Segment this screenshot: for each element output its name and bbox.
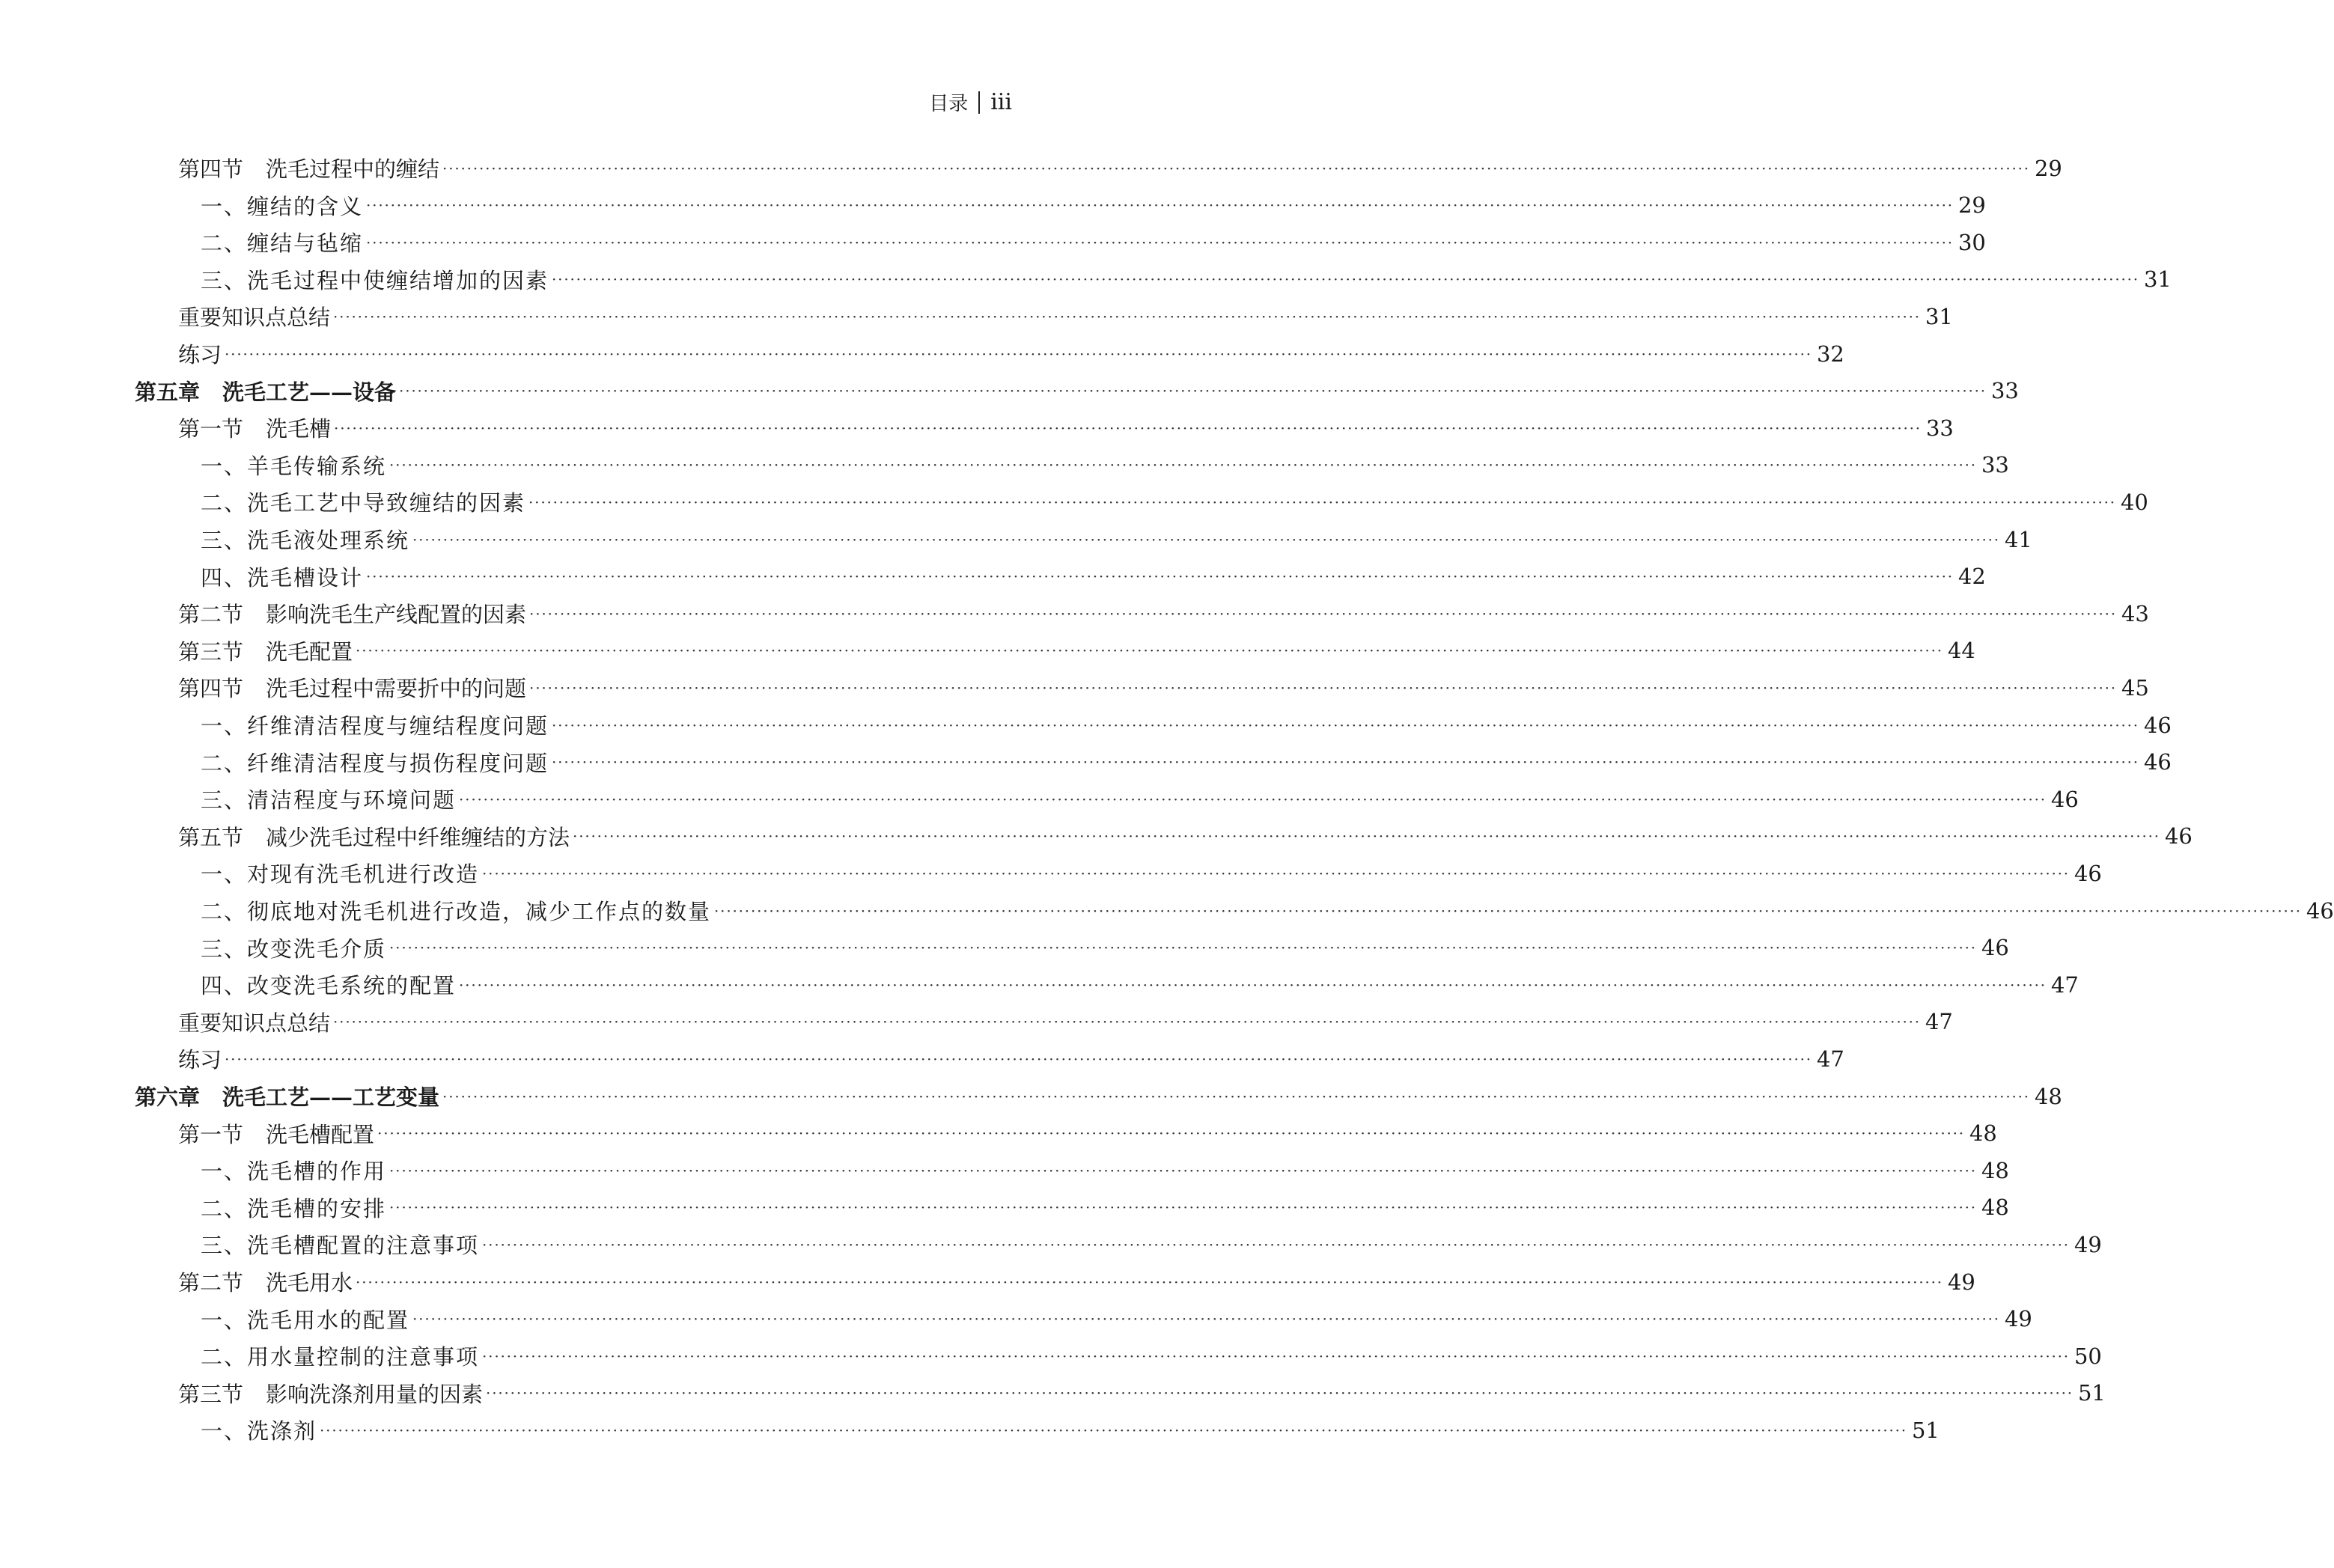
toc-entry-page: 46 <box>2306 897 2334 924</box>
dot-leader: ···································································································································································································································································· <box>389 939 1977 957</box>
toc-entry-number: 第二节 <box>178 602 244 628</box>
toc-entry-page: 33 <box>1925 415 1954 441</box>
toc-entry-title <box>178 1266 353 1297</box>
toc-entry-title <box>201 784 456 814</box>
toc-subsection-row <box>201 558 1986 595</box>
toc-entry-text: 洗毛槽 <box>266 416 332 442</box>
toc-subsection-row <box>201 1226 2102 1263</box>
toc-entry-page: 49 <box>1947 1269 1975 1295</box>
dot-leader: ···································································································································································································································································· <box>442 1087 2030 1105</box>
dot-leader: ···································································································································································································································································· <box>389 1161 1977 1180</box>
toc-entry-page: 47 <box>2050 971 2079 998</box>
toc-entry-text: 洗毛槽配置 <box>266 1121 375 1147</box>
toc-entry-title <box>178 821 570 852</box>
toc-entry-text: 洗毛配置 <box>266 638 353 665</box>
toc-entry-text: 二、纤维清洁程度与损伤程度问题 <box>201 750 549 776</box>
toc-entry-title <box>178 1378 483 1409</box>
toc-entry-title <box>201 858 479 888</box>
toc-section-row <box>178 1263 1975 1300</box>
dot-leader: ···································································································································································································································································· <box>389 1198 1977 1217</box>
toc-entry-number: 第四节 <box>178 156 244 182</box>
toc-subsection-row <box>201 744 2172 781</box>
toc-entry-text: 洗毛工艺——工艺变量 <box>222 1085 440 1110</box>
toc-entry-text: 三、清洁程度与环境问题 <box>201 787 457 814</box>
toc-entry-page: 33 <box>1981 452 2009 478</box>
toc-entry-page: 43 <box>2121 600 2149 626</box>
dot-leader: ···································································································································································································································································· <box>482 864 2070 882</box>
toc-subsection-row <box>201 261 2172 298</box>
toc-entry-number: 第五节 <box>178 824 244 850</box>
toc-entry-title <box>201 524 409 555</box>
toc-entry-text: 三、洗毛过程中使缠结增加的因素 <box>201 267 549 293</box>
toc-entry-text: 二、缠结与毡缩 <box>201 231 364 257</box>
toc-entry-text: 洗毛用水 <box>266 1270 353 1296</box>
toc-subsection-row <box>201 1337 2102 1374</box>
toc-entry-text: 一、洗涤剂 <box>201 1418 317 1445</box>
toc-entry-page: 46 <box>2143 712 2172 738</box>
toc-section-row <box>178 669 2149 706</box>
toc-subsection-row <box>201 1152 2009 1189</box>
toc-entry-page: 50 <box>2074 1343 2102 1369</box>
toc-section-row <box>178 632 1975 669</box>
toc-entry-page: 47 <box>1816 1046 1844 1072</box>
toc-entry-text: 减少洗毛过程中纤维缠结的方法 <box>266 824 570 850</box>
toc-entry-title <box>201 190 363 221</box>
dot-leader: ···································································································································································································································································· <box>459 790 2047 808</box>
toc-section-row <box>178 298 1953 335</box>
toc-entry-number: 第三节 <box>178 1381 244 1407</box>
toc-subsection-row <box>201 187 1986 224</box>
toc-chapter-row <box>135 373 2019 409</box>
toc-entry-title <box>201 747 549 778</box>
toc-subsection-row <box>201 966 2079 1003</box>
dot-leader: ···································································································································································································································································· <box>320 1421 1907 1439</box>
toc-entry-text: 二、洗毛工艺中导致缠结的因素 <box>201 490 526 516</box>
toc-entry-title <box>201 969 456 1000</box>
toc-entry-title <box>178 1118 374 1149</box>
toc-entry-text: 洗毛工艺——设备 <box>222 379 397 405</box>
dot-leader: ···································································································································································································································································· <box>552 270 2139 289</box>
toc-subsection-row <box>201 781 2079 817</box>
dot-leader: ···································································································································································································································································· <box>486 1384 2074 1403</box>
toc-entry-text: 重要知识点总结 <box>178 305 331 331</box>
toc-entry-title <box>201 264 549 295</box>
toc-entry-text: 练习 <box>178 342 222 367</box>
toc-entry-title <box>201 933 386 963</box>
toc-entry-page: 51 <box>1911 1417 1940 1443</box>
dot-leader: ···································································································································································································································································· <box>356 641 1943 660</box>
dot-leader: ···································································································································································································································································· <box>399 382 1987 400</box>
toc-entry-page: 29 <box>2034 155 2062 181</box>
toc-entry-text: 重要知识点总结 <box>178 1010 331 1036</box>
header-page-number: iii <box>990 89 1012 115</box>
dot-leader: ···································································································································································································································································· <box>334 418 1922 437</box>
toc-entry-text: 三、洗毛槽配置的注意事项 <box>201 1233 480 1259</box>
toc-entry-number: 第四节 <box>178 676 244 702</box>
toc-entry-page: 29 <box>1957 192 1986 219</box>
toc-entry-title <box>201 1340 479 1371</box>
dot-leader: ···································································································································································································································································· <box>333 1013 1921 1031</box>
toc-entry-page: 46 <box>2143 749 2172 775</box>
dot-leader: ···································································································································································································································································· <box>528 492 2116 511</box>
toc-entry-number: 第一节 <box>178 1121 244 1147</box>
toc-entry-text: 四、洗毛槽设计 <box>201 564 364 591</box>
toc-section-row <box>178 1004 1953 1040</box>
toc-section-row <box>178 150 2062 186</box>
toc-entry-page: 46 <box>2074 860 2102 886</box>
toc-entry-page: 45 <box>2121 674 2149 701</box>
toc-entry-title <box>201 227 363 257</box>
toc-entry-title <box>178 672 526 703</box>
toc-entry-text: 三、改变洗毛介质 <box>201 936 387 962</box>
toc-entry-page: 48 <box>1981 1195 2009 1221</box>
dot-leader: ···································································································································································································································································· <box>442 159 2030 177</box>
toc-entry-number: 第一节 <box>178 416 244 442</box>
dot-leader: ···································································································································································································································································· <box>225 1049 1812 1068</box>
toc-entry-title <box>201 561 363 592</box>
toc-entry-page: 33 <box>1990 378 2019 404</box>
dot-leader: ···································································································································································································································································· <box>529 678 2117 697</box>
toc-entry-title <box>201 1155 386 1186</box>
toc-section-row <box>178 1375 2106 1412</box>
toc-section-row <box>178 1115 1997 1152</box>
toc-subsection-row <box>201 1301 2032 1337</box>
dot-leader: ···································································································································································································································································· <box>552 753 2139 772</box>
toc-entry-title <box>178 412 331 443</box>
toc-entry-page: 46 <box>1981 935 2009 961</box>
toc-subsection-row <box>201 521 2032 558</box>
toc-subsection-row <box>201 447 2009 483</box>
toc-entry-page: 31 <box>1925 303 1953 329</box>
toc-entry-text: 三、洗毛液处理系统 <box>201 528 410 553</box>
toc-entry-number: 第五章 <box>135 379 201 405</box>
toc-subsection-row <box>201 892 2334 929</box>
toc-entry-text: 二、彻底地对洗毛机进行改造，减少工作点的数量 <box>201 899 712 924</box>
toc-subsection-row <box>201 1412 1940 1448</box>
dot-leader: ···································································································································································································································································· <box>573 827 2160 846</box>
toc-entry-title <box>135 1081 439 1111</box>
toc-entry-page: 48 <box>2034 1083 2062 1109</box>
toc-entry-page: 42 <box>1957 564 1986 590</box>
toc-entry-page: 44 <box>1947 638 1975 664</box>
dot-leader: ···································································································································································································································································· <box>366 233 1954 251</box>
toc-entry-number: 第六章 <box>135 1085 201 1110</box>
toc-entry-text: 影响洗涤剂用量的因素 <box>266 1381 484 1407</box>
toc-section-row <box>178 335 1844 372</box>
toc-section-row <box>178 818 2193 855</box>
toc-entry-text: 四、改变洗毛系统的配置 <box>201 973 457 999</box>
toc-entry-text: 一、洗毛槽的作用 <box>201 1159 387 1185</box>
toc-entry-page: 32 <box>1816 341 1844 367</box>
dot-leader: ···································································································································································································································································· <box>412 530 2000 549</box>
dot-leader: ···································································································································································································································································· <box>333 307 1921 326</box>
toc-entry-page: 46 <box>2164 823 2193 849</box>
dot-leader: ···································································································································································································································································· <box>529 604 2117 623</box>
toc-entry-text: 一、对现有洗毛机进行改造 <box>201 861 480 888</box>
toc-entry-text: 二、洗毛槽的安排 <box>201 1195 387 1221</box>
toc-entry-page: 48 <box>1969 1120 1997 1147</box>
toc-entry-title <box>201 710 549 740</box>
toc-entry-title <box>178 153 439 183</box>
toc-entry-page: 49 <box>2074 1231 2102 1257</box>
toc-entry-title <box>135 376 396 406</box>
header-divider <box>978 91 980 114</box>
toc-entry-page: 30 <box>1957 229 1986 255</box>
toc-entry-title <box>201 1304 409 1334</box>
dot-leader: ···································································································································································································································································· <box>366 567 1954 586</box>
toc-entry-title <box>201 1415 317 1445</box>
dot-leader: ···································································································································································································································································· <box>225 344 1812 363</box>
header-label: 目录 <box>929 93 969 115</box>
toc-entry-text: 二、用水量控制的注意事项 <box>201 1344 480 1370</box>
toc-section-row <box>178 409 1954 446</box>
dot-leader: ···································································································································································································································································· <box>366 196 1954 215</box>
toc-section-row <box>178 595 2149 632</box>
toc-subsection-row <box>201 483 2148 520</box>
toc-entry-page: 41 <box>2004 526 2032 552</box>
toc-entry-number: 第三节 <box>178 638 244 665</box>
toc-entry-title <box>201 1229 479 1260</box>
toc-entry-text: 练习 <box>178 1047 222 1073</box>
toc-entry-text: 一、纤维清洁程度与缠结程度问题 <box>201 713 549 739</box>
toc-entry-title <box>178 1043 222 1074</box>
toc-section-row <box>178 1040 1844 1077</box>
toc-subsection-row <box>201 707 2172 743</box>
toc-entry-title <box>178 1007 330 1037</box>
toc-entry-text: 一、缠结的含义 <box>201 193 364 219</box>
dot-leader: ···································································································································································································································································· <box>482 1235 2070 1254</box>
toc-entry-text: 洗毛过程中的缠结 <box>266 156 440 182</box>
toc-entry-page: 40 <box>2120 489 2148 515</box>
toc-entry-text: 影响洗毛生产线配置的因素 <box>266 602 527 628</box>
toc-entry-text: 洗毛过程中需要折中的问题 <box>266 676 527 702</box>
dot-leader: ···································································································································································································································································· <box>714 901 2302 920</box>
toc-entry-title <box>178 301 330 332</box>
toc-entry-page: 31 <box>2143 266 2172 293</box>
toc-entry-title <box>201 486 525 517</box>
toc-entry-page: 51 <box>2077 1380 2106 1406</box>
toc-entry-page: 46 <box>2050 786 2079 812</box>
toc-entry-text: 一、洗毛用水的配置 <box>201 1307 410 1333</box>
toc-entry-title <box>201 1192 386 1223</box>
toc-subsection-row <box>201 1189 2009 1226</box>
toc-subsection-row <box>201 930 2009 966</box>
dot-leader: ···································································································································································································································································· <box>459 975 2047 994</box>
dot-leader: ···································································································································································································································································· <box>412 1310 2000 1328</box>
dot-leader: ···································································································································································································································································· <box>356 1272 1943 1291</box>
dot-leader: ···································································································································································································································································· <box>482 1346 2070 1365</box>
toc-entry-title <box>178 598 526 629</box>
toc-entry-page: 49 <box>2004 1306 2032 1332</box>
toc-entry-text: 一、羊毛传输系统 <box>201 453 387 479</box>
dot-leader: ···································································································································································································································································· <box>389 456 1977 475</box>
toc-entry-title <box>178 338 222 369</box>
toc-entry-title <box>201 450 386 481</box>
toc-subsection-row <box>201 855 2102 891</box>
toc-subsection-row <box>201 224 1986 260</box>
toc-entry-title <box>201 895 711 926</box>
toc-entry-number: 第二节 <box>178 1270 244 1296</box>
toc-entry-page: 47 <box>1925 1009 1953 1035</box>
running-header <box>929 88 1012 116</box>
dot-leader: ···································································································································································································································································· <box>552 716 2139 734</box>
toc-chapter-row <box>135 1078 2062 1114</box>
toc-entry-title <box>178 635 353 666</box>
dot-leader: ···································································································································································································································································· <box>377 1124 1965 1143</box>
toc-entry-page: 48 <box>1981 1157 2009 1183</box>
